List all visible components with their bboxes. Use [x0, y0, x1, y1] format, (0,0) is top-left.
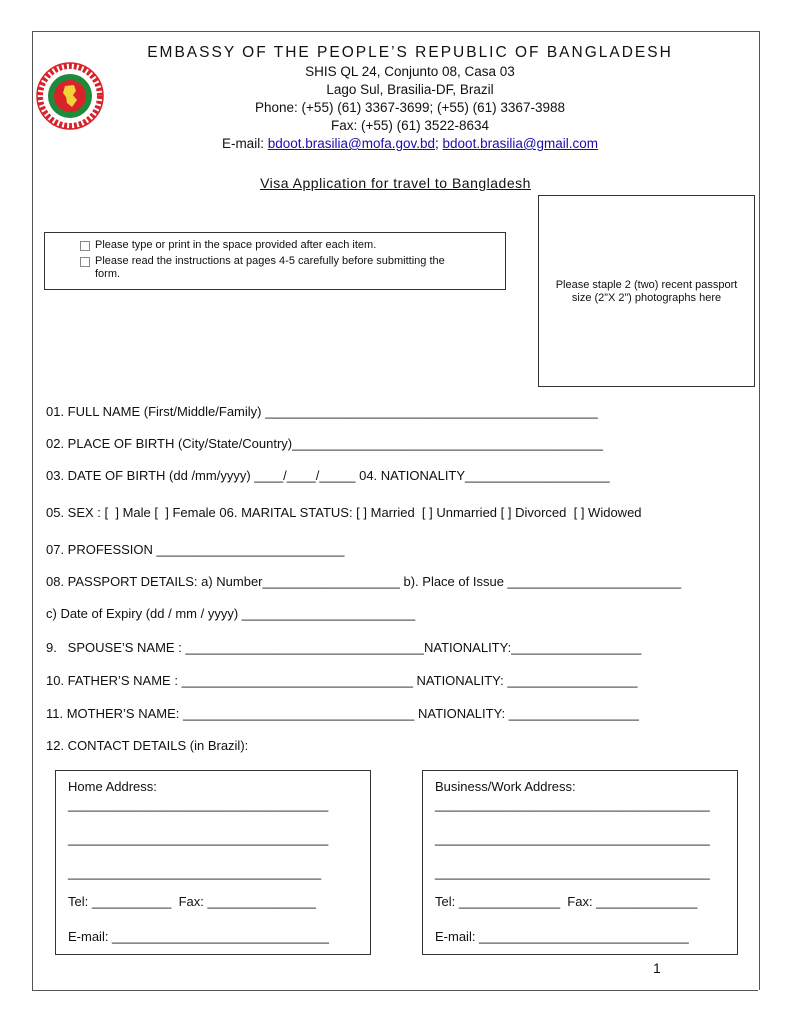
instruction-text: Please type or print in the space provided after each item. — [95, 239, 377, 251]
embassy-header — [110, 44, 710, 153]
home-email[interactable]: E-mail: ______________________________ — [68, 929, 329, 944]
email-line — [110, 135, 710, 153]
checkbox-bullet-icon — [80, 241, 90, 251]
field-sex-marital-status[interactable]: 05. SEX : [ ] Male [ ] Female 06. MARITAL STATUS: [ ] Married [ ] Unmarried [ ] Divorced [ ] Widowed — [46, 505, 642, 520]
work-tel-fax[interactable]: Tel: ______________ Fax: ______________ — [435, 894, 698, 909]
bottom-rule — [32, 990, 758, 991]
work-address-line[interactable]: ______________________________________ — [435, 865, 710, 880]
fax-line: Fax: (+55) (61) 3522-8634 — [331, 118, 489, 133]
address-line-2: Lago Sul, Brasilia-DF, Brazil — [326, 82, 494, 97]
instruction-item — [95, 255, 445, 280]
field-passport-expiry[interactable]: c) Date of Expiry (dd / mm / yyyy) ________________________ — [46, 606, 416, 621]
instruction-text: Please read the instructions at pages 4-5 carefully before submitting the form. — [95, 255, 445, 280]
checkbox-bullet-icon — [80, 257, 90, 267]
field-mother-name[interactable]: 11. MOTHER’S NAME: ________________________________ NATIONALITY: __________________ — [46, 706, 639, 721]
field-contact-details-heading: 12. CONTACT DETAILS (in Brazil): — [46, 738, 249, 753]
photo-placeholder[interactable] — [538, 195, 755, 387]
form-title-text: Visa Application for travel to Bangladesh — [260, 175, 531, 191]
work-address-box — [422, 770, 738, 955]
page-number: 1 — [653, 960, 661, 976]
photo-note: Please staple 2 (two) recent passport size (2”X 2”) photographs here — [555, 279, 738, 304]
field-passport-details[interactable]: 08. PASSPORT DETAILS: a) Number___________________ b). Place of Issue ________________________ — [46, 574, 682, 589]
work-address-line[interactable]: ______________________________________ — [435, 797, 710, 812]
home-address-box — [55, 770, 371, 955]
instruction-item — [95, 239, 445, 252]
embassy-title: EMBASSY OF THE PEOPLE’S REPUBLIC OF BANGLADESH — [147, 44, 673, 61]
address-line-1: SHIS QL 24, Conjunto 08, Casa 03 — [305, 64, 515, 79]
email-label: E-mail: — [221, 136, 268, 151]
email-separator: ; — [435, 136, 443, 151]
work-email[interactable]: E-mail: _____________________________ — [435, 929, 689, 944]
email-link-mofa[interactable]: bdoot.brasilia@mofa.gov.bd — [267, 136, 436, 151]
form-title — [0, 175, 791, 191]
instructions-box — [44, 232, 506, 290]
phone-line: Phone: (+55) (61) 3367-3699; (+55) (61) 3367-3988 — [255, 100, 565, 115]
field-profession[interactable]: 07. PROFESSION __________________________ — [46, 542, 345, 557]
field-place-of-birth[interactable]: 02. PLACE OF BIRTH (City/State/Country)___________________________________________ — [46, 436, 604, 451]
email-link-gmail[interactable]: bdoot.brasilia@gmail.com — [442, 136, 599, 151]
home-tel-fax[interactable]: Tel: ___________ Fax: _______________ — [68, 894, 316, 909]
home-address-label: Home Address: — [68, 779, 157, 794]
home-address-line[interactable]: ____________________________________ — [68, 831, 329, 846]
home-address-line[interactable]: ____________________________________ — [68, 797, 329, 812]
work-address-line[interactable]: ______________________________________ — [435, 831, 710, 846]
field-father-name[interactable]: 10. FATHER’S NAME : ________________________________ NATIONALITY: __________________ — [46, 673, 638, 688]
field-full-name[interactable]: 01. FULL NAME (First/Middle/Family) ______________________________________________ — [46, 404, 598, 419]
work-address-label: Business/Work Address: — [435, 779, 576, 794]
home-address-line[interactable]: ___________________________________ — [68, 865, 322, 880]
field-date-of-birth-nationality[interactable]: 03. DATE OF BIRTH (dd /mm/yyyy) ____/____/_____ 04. NATIONALITY____________________ — [46, 468, 610, 483]
bangladesh-seal-icon — [36, 62, 104, 130]
field-spouse-name[interactable]: 9. SPOUSE’S NAME : _________________________________NATIONALITY:__________________ — [46, 640, 642, 655]
